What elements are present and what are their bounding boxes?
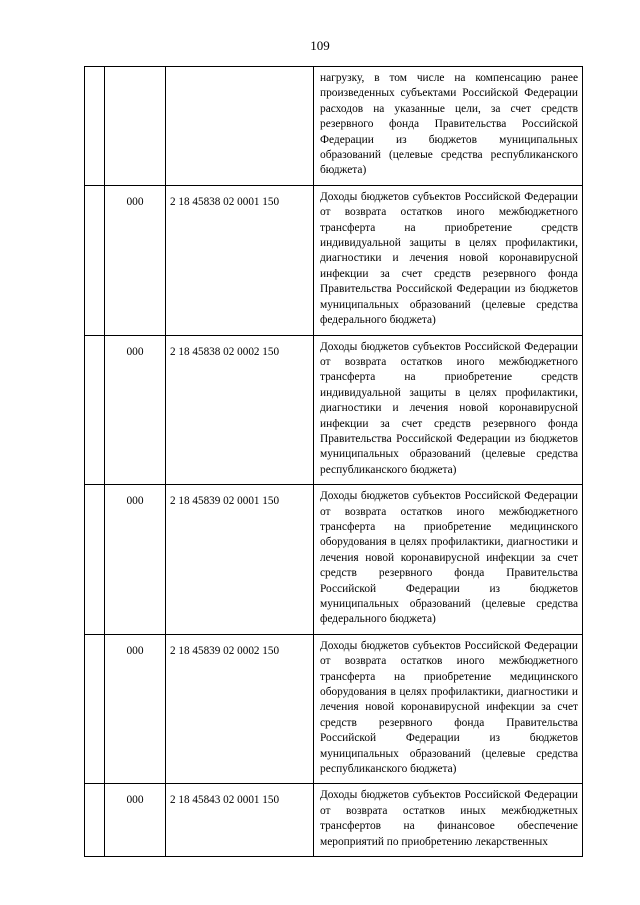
description-cell [314,335,583,485]
budget-code-cell: 2 18 45843 02 0001 150 [166,784,314,857]
description-cell [314,784,583,857]
budget-code-cell: 2 18 45838 02 0002 150 [166,335,314,485]
description-cell [314,185,583,335]
description-cell [314,67,583,186]
table-row [85,485,583,635]
index-cell [85,784,105,857]
index-cell [85,67,105,186]
admin-code-cell: 000 [105,634,166,784]
description-text: Доходы бюджетов субъектов Российской Федерации от возврата остатков иного межбюджетного трансферта на приобретение медицинского оборудования в целях профилактики, диагностики и лечения новой коронавирусной инфекции за счет средств резервного фонда Правительства Российской Федерации из бюджетов муниципальных образований (целевые средства федерального бюджета) [320,490,578,626]
admin-code-cell: 000 [105,335,166,485]
admin-code-cell [105,67,166,186]
admin-code-cell: 000 [105,485,166,635]
description-cell [314,485,583,635]
budget-code-table [84,66,583,857]
index-cell [85,485,105,635]
description-text: нагрузку, в том числе на компенсацию ранее произведенных субъектами Российской Федерации расходов на указанные цели, за счет средств резервного фонда Правительства Российской Федерации из бюджетов муниципальных образований (целевые средства республиканского бюджета) [320,72,578,177]
table-row [85,335,583,485]
description-text: Доходы бюджетов субъектов Российской Федерации от возврата остатков иного межбюджетного трансферта на приобретение медицинского оборудования в целях профилактики, диагностики и лечения новой коронавирусной инфекции за счет средств резервного фонда Правительства Российской Федерации из бюджетов муниципальных образований (целевые средства республиканского бюджета) [320,639,578,776]
budget-code-cell: 2 18 45839 02 0002 150 [166,634,314,784]
budget-code-cell: 2 18 45839 02 0001 150 [166,485,314,635]
table-row [85,185,583,335]
index-cell [85,185,105,335]
index-cell [85,335,105,485]
page-number: 109 [310,38,330,53]
description-text: Доходы бюджетов субъектов Российской Федерации от возврата остатков иного межбюджетного трансферта на приобретение средств индивидуальной защиты в целях профилактики, диагностики и лечения новой коронавирусной инфекции за счет средств резервного фонда Правительства Российской Федерации из бюджетов муниципальных образований (целевые средства федерального бюджета) [320,190,578,327]
description-cell [314,634,583,784]
admin-code-cell: 000 [105,185,166,335]
budget-code-cell [166,67,314,186]
table-row [85,67,583,186]
index-cell [85,634,105,784]
description-text: Доходы бюджетов субъектов Российской Федерации от возврата остатков иного межбюджетного трансферта на приобретение средств индивидуальной защиты в целях профилактики, диагностики и лечения новой коронавирусной инфекции за счет средств резервного фонда Правительства Российской Федерации из бюджетов муниципальных образований (целевые средства республиканского бюджета) [320,340,578,476]
table-row [85,634,583,784]
table-row [85,784,583,857]
budget-code-cell: 2 18 45838 02 0001 150 [166,185,314,335]
description-text: Доходы бюджетов субъектов Российской Федерации от возврата остатков иных межбюджетных трансфертов на финансовое обеспечение мероприятий по приобретению лекарственных [320,789,578,848]
admin-code-cell: 000 [105,784,166,857]
